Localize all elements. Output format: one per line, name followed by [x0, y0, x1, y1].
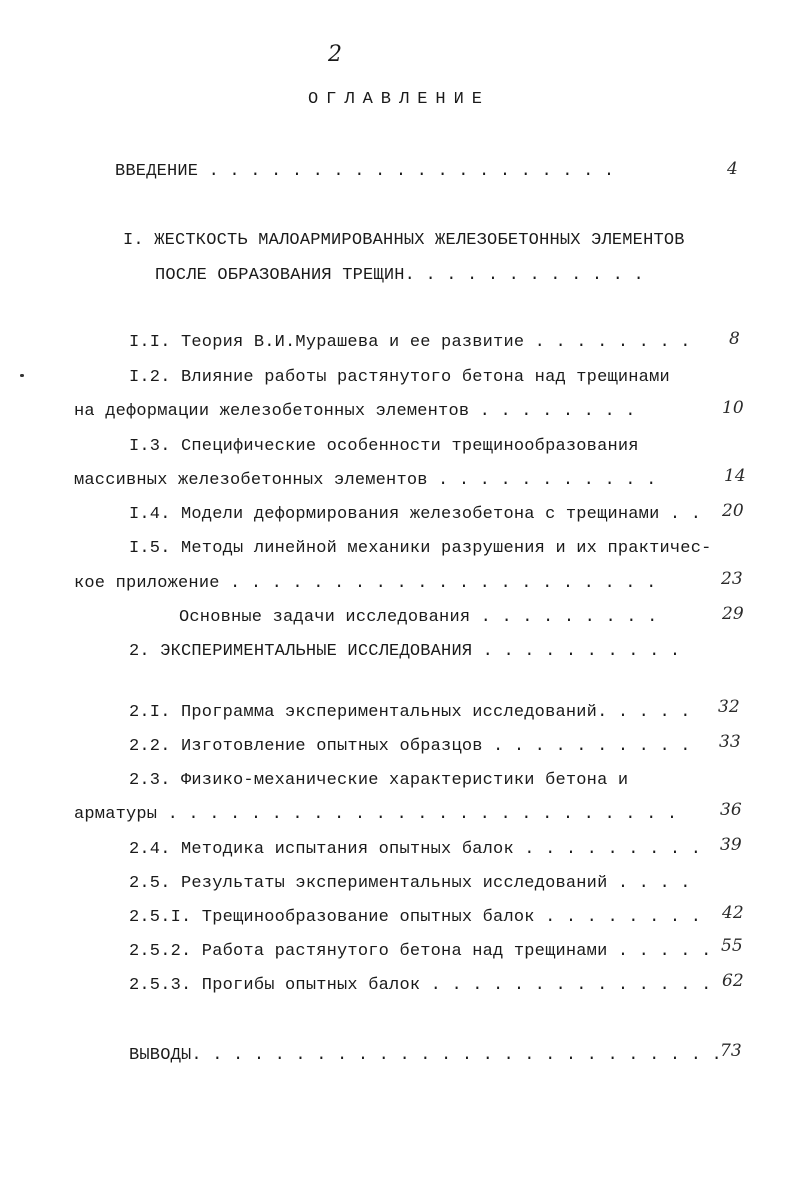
- toc-entry-2-3-line1: 2.3. Физико-механические характеристики бетона и: [129, 771, 629, 790]
- toc-entry-1-5-line1: I.5. Методы линейной механики разрушения и их практичес-: [129, 539, 712, 558]
- toc-page-1-2: 10: [722, 398, 744, 418]
- toc-entry-2-2: 2.2. Изготовление опытных образцов . . . . . . . . . .: [129, 737, 691, 756]
- toc-page-2-5-3: 62: [722, 971, 744, 991]
- toc-entry-2-5-1: 2.5.I. Трещинообразование опытных балок . . . . . . . .: [129, 908, 702, 927]
- toc-page-2-3: 36: [720, 800, 742, 820]
- toc-page-1-1: 8: [729, 329, 740, 349]
- toc-page-2-5-1: 42: [722, 903, 744, 923]
- toc-entry-1-5-line2: кое приложение . . . . . . . . . . . . . . . . . . . . .: [74, 574, 657, 593]
- toc-page-conclusions: 73: [720, 1041, 742, 1061]
- toc-page-1-5: 23: [721, 569, 743, 589]
- toc-page-1-3: 14: [724, 466, 746, 486]
- toc-chapter-1-title-line2: ПОСЛЕ ОБРАЗОВАНИЯ ТРЕЩИН. . . . . . . . . . . .: [155, 266, 644, 285]
- toc-entry-research-tasks: Основные задачи исследования . . . . . . . . .: [179, 608, 658, 627]
- toc-page-2-2: 33: [719, 732, 741, 752]
- toc-entry-introduction: ВВЕДЕНИЕ . . . . . . . . . . . . . . . . . . . .: [115, 162, 615, 181]
- toc-page-2-5-2: 55: [721, 936, 743, 956]
- toc-page-introduction: 4: [727, 159, 738, 179]
- toc-page-research-tasks: 29: [722, 604, 744, 624]
- toc-entry-1-1: I.I. Теория В.И.Мурашева и ее развитие . . . . . . . .: [129, 333, 691, 352]
- toc-entry-2-1: 2.I. Программа экспериментальных исследований. . . . .: [129, 703, 691, 722]
- toc-chapter-2-title: 2. ЭКСПЕРИМЕНТАЛЬНЫЕ ИССЛЕДОВАНИЯ . . . . . . . . . .: [129, 642, 681, 661]
- toc-entry-1-3-line2: массивных железобетонных элементов . . . . . . . . . . .: [74, 471, 657, 490]
- toc-entry-2-5-2: 2.5.2. Работа растянутого бетона над трещинами . . . . .: [129, 942, 712, 961]
- toc-page-1-4: 20: [722, 501, 744, 521]
- toc-page-2-1: 32: [718, 697, 740, 717]
- toc-entry-1-4: I.4. Модели деформирования железобетона с трещинами . .: [129, 505, 702, 524]
- toc-entry-2-3-line2: арматуры . . . . . . . . . . . . . . . . . . . . . . . . .: [74, 805, 678, 824]
- toc-entry-1-3-line1: I.3. Специфические особенности трещинообразования: [129, 437, 639, 456]
- toc-entry-conclusions: ВЫВОДЫ. . . . . . . . . . . . . . . . . . . . . . . . . .: [129, 1046, 722, 1065]
- toc-entry-2-5: 2.5. Результаты экспериментальных исследований . . . .: [129, 874, 691, 893]
- page-number: 2: [328, 42, 342, 67]
- document-title: ОГЛАВЛЕНИЕ: [307, 90, 491, 109]
- toc-entry-2-5-3: 2.5.3. Прогибы опытных балок . . . . . . . . . . . . . .: [129, 976, 712, 995]
- toc-entry-2-4: 2.4. Методика испытания опытных балок . . . . . . . . .: [129, 840, 702, 859]
- toc-chapter-1-title-line1: I. ЖЕСТКОСТЬ МАЛОАРМИРОВАННЫХ ЖЕЛЕЗОБЕТОННЫХ ЭЛЕМЕНТОВ: [123, 231, 685, 250]
- scan-speck: [20, 374, 24, 377]
- toc-entry-1-2-line1: I.2. Влияние работы растянутого бетона над трещинами: [129, 368, 670, 387]
- toc-entry-1-2-line2: на деформации железобетонных элементов . . . . . . . .: [74, 402, 636, 421]
- toc-page-2-4: 39: [720, 835, 742, 855]
